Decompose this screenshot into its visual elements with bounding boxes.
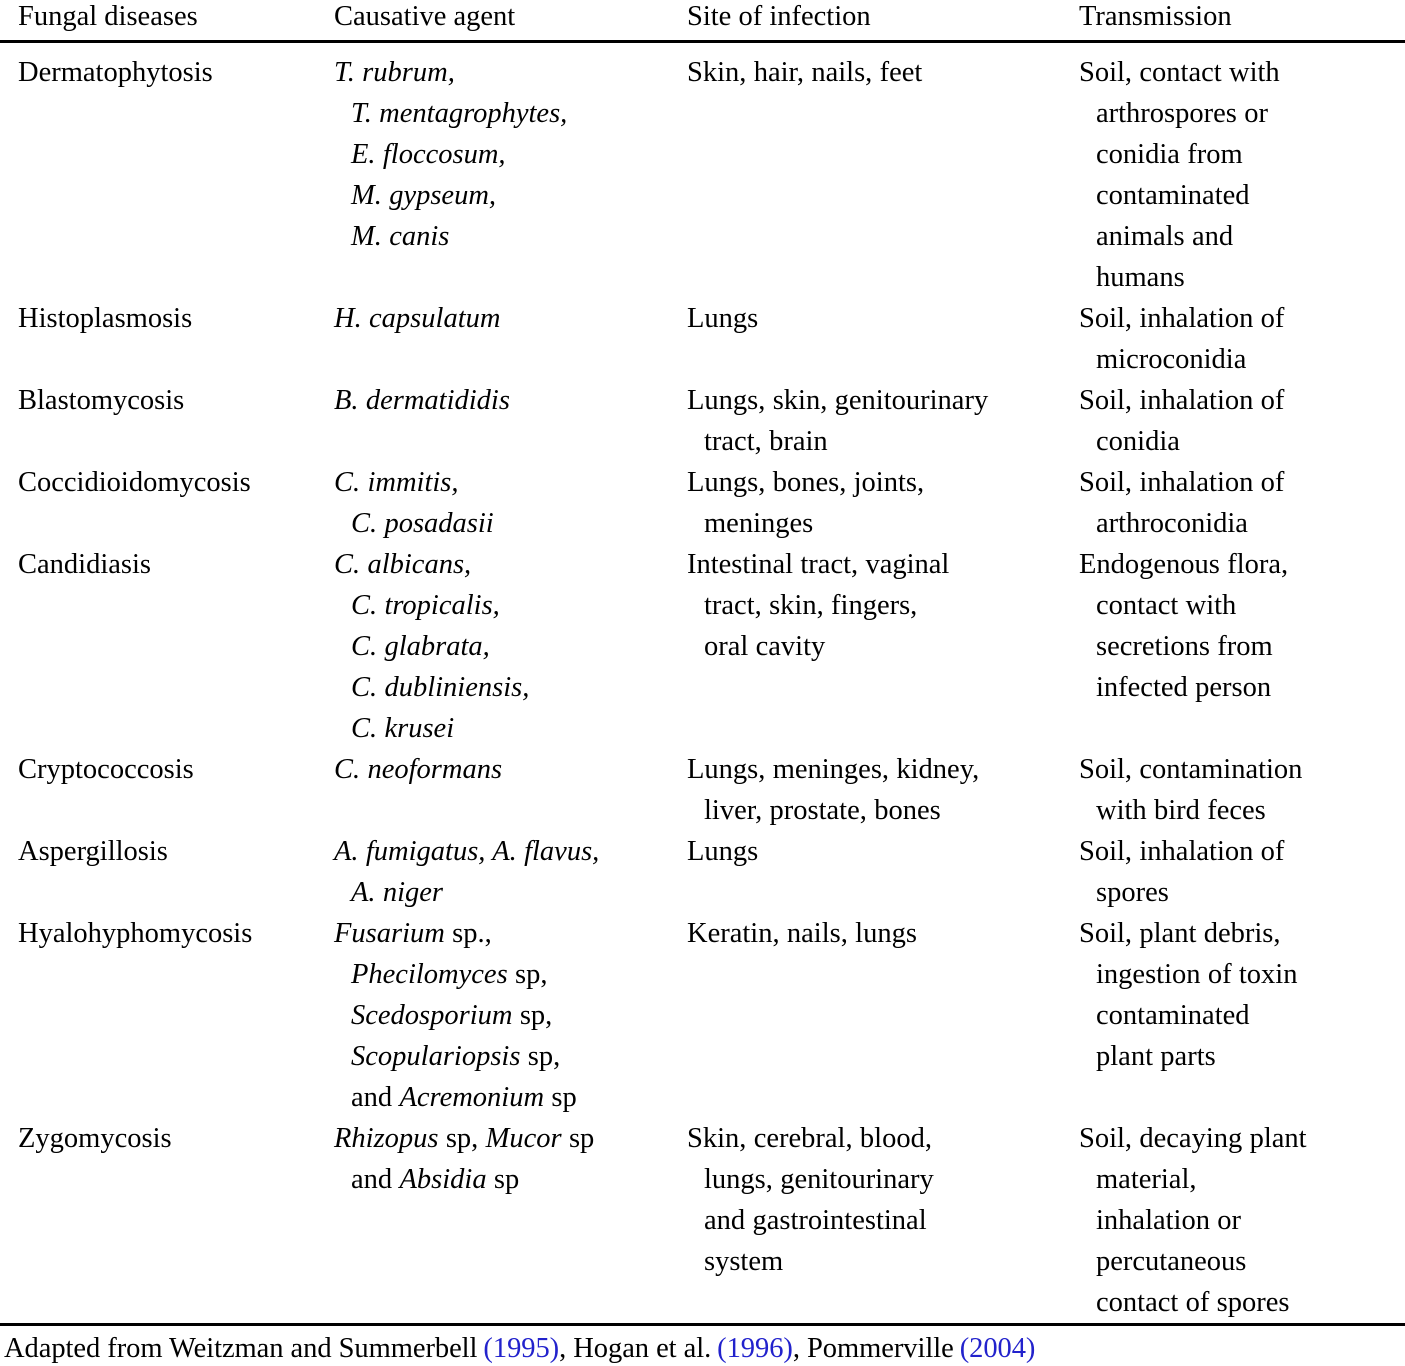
column-header-transmission: Transmission [1071, 0, 1405, 42]
cell-site-of-infection [675, 749, 1071, 831]
transmission-text: Soil, inhalation of arthroconidia [1079, 467, 1285, 539]
header-row [0, 0, 1405, 42]
cell-fungal-disease [0, 42, 317, 299]
transmission-text: Soil, decaying plant material, inhalation or percutaneous contact of spores [1079, 1123, 1307, 1318]
site-of-infection-text: Lungs [687, 303, 759, 334]
transmission-text: Soil, plant debris, ingestion of toxin contaminated plant parts [1079, 918, 1298, 1072]
site-of-infection-text: Lungs, bones, joints, meninges [687, 467, 925, 539]
fungal-disease-name: Hyalohyphomycosis [18, 918, 253, 949]
cell-transmission [1071, 1118, 1405, 1323]
transmission-text: Soil, inhalation of microconidia [1079, 303, 1285, 375]
cell-fungal-disease [0, 544, 317, 749]
footnote-mid-1: , Hogan et al. [559, 1333, 712, 1364]
causative-agent-list: H. capsulatum [334, 303, 501, 334]
cell-causative-agent [317, 831, 675, 913]
cell-causative-agent [317, 462, 675, 544]
causative-agent-list: Rhizopus sp, Mucor sp and Absidia sp [334, 1123, 595, 1195]
cell-fungal-disease [0, 749, 317, 831]
cell-site-of-infection [675, 913, 1071, 1118]
cell-site-of-infection [675, 1118, 1071, 1323]
site-of-infection-text: Keratin, nails, lungs [687, 918, 917, 949]
table-row [0, 298, 1405, 380]
cell-causative-agent [317, 749, 675, 831]
causative-agent-list: C. immitis, C. posadasii [334, 467, 494, 539]
causative-agent-list: A. fumigatus, A. flavus, A. niger [334, 836, 600, 908]
table-row [0, 42, 1405, 299]
transmission-text: Soil, contamination with bird feces [1079, 754, 1303, 826]
fungal-disease-name: Histoplasmosis [18, 303, 193, 334]
transmission-text: Soil, inhalation of conidia [1079, 385, 1285, 457]
cell-site-of-infection [675, 831, 1071, 913]
cell-fungal-disease [0, 831, 317, 913]
cell-transmission [1071, 298, 1405, 380]
transmission-text: Soil, contact with arthrospores or conidia from contaminated animals and humans [1079, 57, 1280, 293]
site-of-infection-text: Lungs, meninges, kidney, liver, prostate, bones [687, 754, 980, 826]
table-row [0, 913, 1405, 1118]
site-of-infection-text: Skin, cerebral, blood, lungs, genitourinary and gastrointestinal system [687, 1123, 934, 1277]
cell-causative-agent [317, 380, 675, 462]
table-header [0, 0, 1405, 42]
footnote-reference-2004[interactable]: (2004) [959, 1333, 1036, 1364]
table-row [0, 544, 1405, 749]
causative-agent-list: T. rubrum, T. mentagrophytes, E. floccosum, M. gypseum, M. canis [334, 57, 568, 252]
cell-fungal-disease [0, 462, 317, 544]
cell-transmission [1071, 380, 1405, 462]
cell-causative-agent [317, 298, 675, 380]
table-footnote [0, 1326, 1405, 1366]
fungal-disease-name: Dermatophytosis [18, 57, 213, 88]
cell-transmission [1071, 831, 1405, 913]
table-row [0, 380, 1405, 462]
cell-site-of-infection [675, 380, 1071, 462]
cell-fungal-disease [0, 380, 317, 462]
footnote-lead: Adapted from Weitzman and Summerbell [4, 1333, 478, 1364]
column-header-site-of-infection: Site of infection [675, 0, 1071, 42]
footnote-mid-2: , Pommerville [792, 1333, 954, 1364]
causative-agent-list: B. dermatididis [334, 385, 510, 416]
cell-site-of-infection [675, 298, 1071, 380]
causative-agent-list: C. neoformans [334, 754, 503, 785]
cell-causative-agent [317, 1118, 675, 1323]
cell-site-of-infection [675, 544, 1071, 749]
cell-fungal-disease [0, 913, 317, 1118]
cell-fungal-disease [0, 1118, 317, 1323]
site-of-infection-text: Intestinal tract, vaginal tract, skin, fingers, oral cavity [687, 549, 950, 662]
fungal-disease-name: Aspergillosis [18, 836, 168, 867]
causative-agent-list: Fusarium sp., Phecilomyces sp, Scedosporium sp, Scopulariopsis sp, and Acremonium sp [334, 918, 577, 1113]
fungal-disease-name: Blastomycosis [18, 385, 185, 416]
column-header-fungal-diseases: Fungal diseases [0, 0, 317, 42]
cell-transmission [1071, 749, 1405, 831]
table-row [0, 1118, 1405, 1323]
table-body [0, 42, 1405, 1324]
site-of-infection-text: Lungs, skin, genitourinary tract, brain [687, 385, 989, 457]
transmission-text: Soil, inhalation of spores [1079, 836, 1285, 908]
footnote-reference-1996[interactable]: (1996) [717, 1333, 793, 1364]
transmission-text: Endogenous flora, contact with secretions from infected person [1079, 549, 1289, 703]
fungal-disease-name: Zygomycosis [18, 1123, 172, 1154]
table-row [0, 749, 1405, 831]
cell-causative-agent [317, 544, 675, 749]
causative-agent-list: C. albicans, C. tropicalis, C. glabrata, C. dubliniensis, C. krusei [334, 549, 530, 744]
cell-site-of-infection [675, 462, 1071, 544]
cell-causative-agent [317, 913, 675, 1118]
cell-transmission [1071, 544, 1405, 749]
site-of-infection-text: Lungs [687, 836, 759, 867]
cell-transmission [1071, 913, 1405, 1118]
column-header-causative-agent: Causative agent [317, 0, 675, 42]
cell-transmission [1071, 42, 1405, 299]
site-of-infection-text: Skin, hair, nails, feet [687, 57, 923, 88]
fungal-disease-name: Coccidioidomycosis [18, 467, 251, 498]
table-row [0, 831, 1405, 913]
footnote-reference-1995[interactable]: (1995) [483, 1333, 560, 1364]
fungal-disease-name: Cryptococcosis [18, 754, 194, 785]
cell-transmission [1071, 462, 1405, 544]
cell-fungal-disease [0, 298, 317, 380]
fungal-disease-name: Candidiasis [18, 549, 151, 580]
cell-site-of-infection [675, 42, 1071, 299]
table-row [0, 462, 1405, 544]
cell-causative-agent [317, 42, 675, 299]
